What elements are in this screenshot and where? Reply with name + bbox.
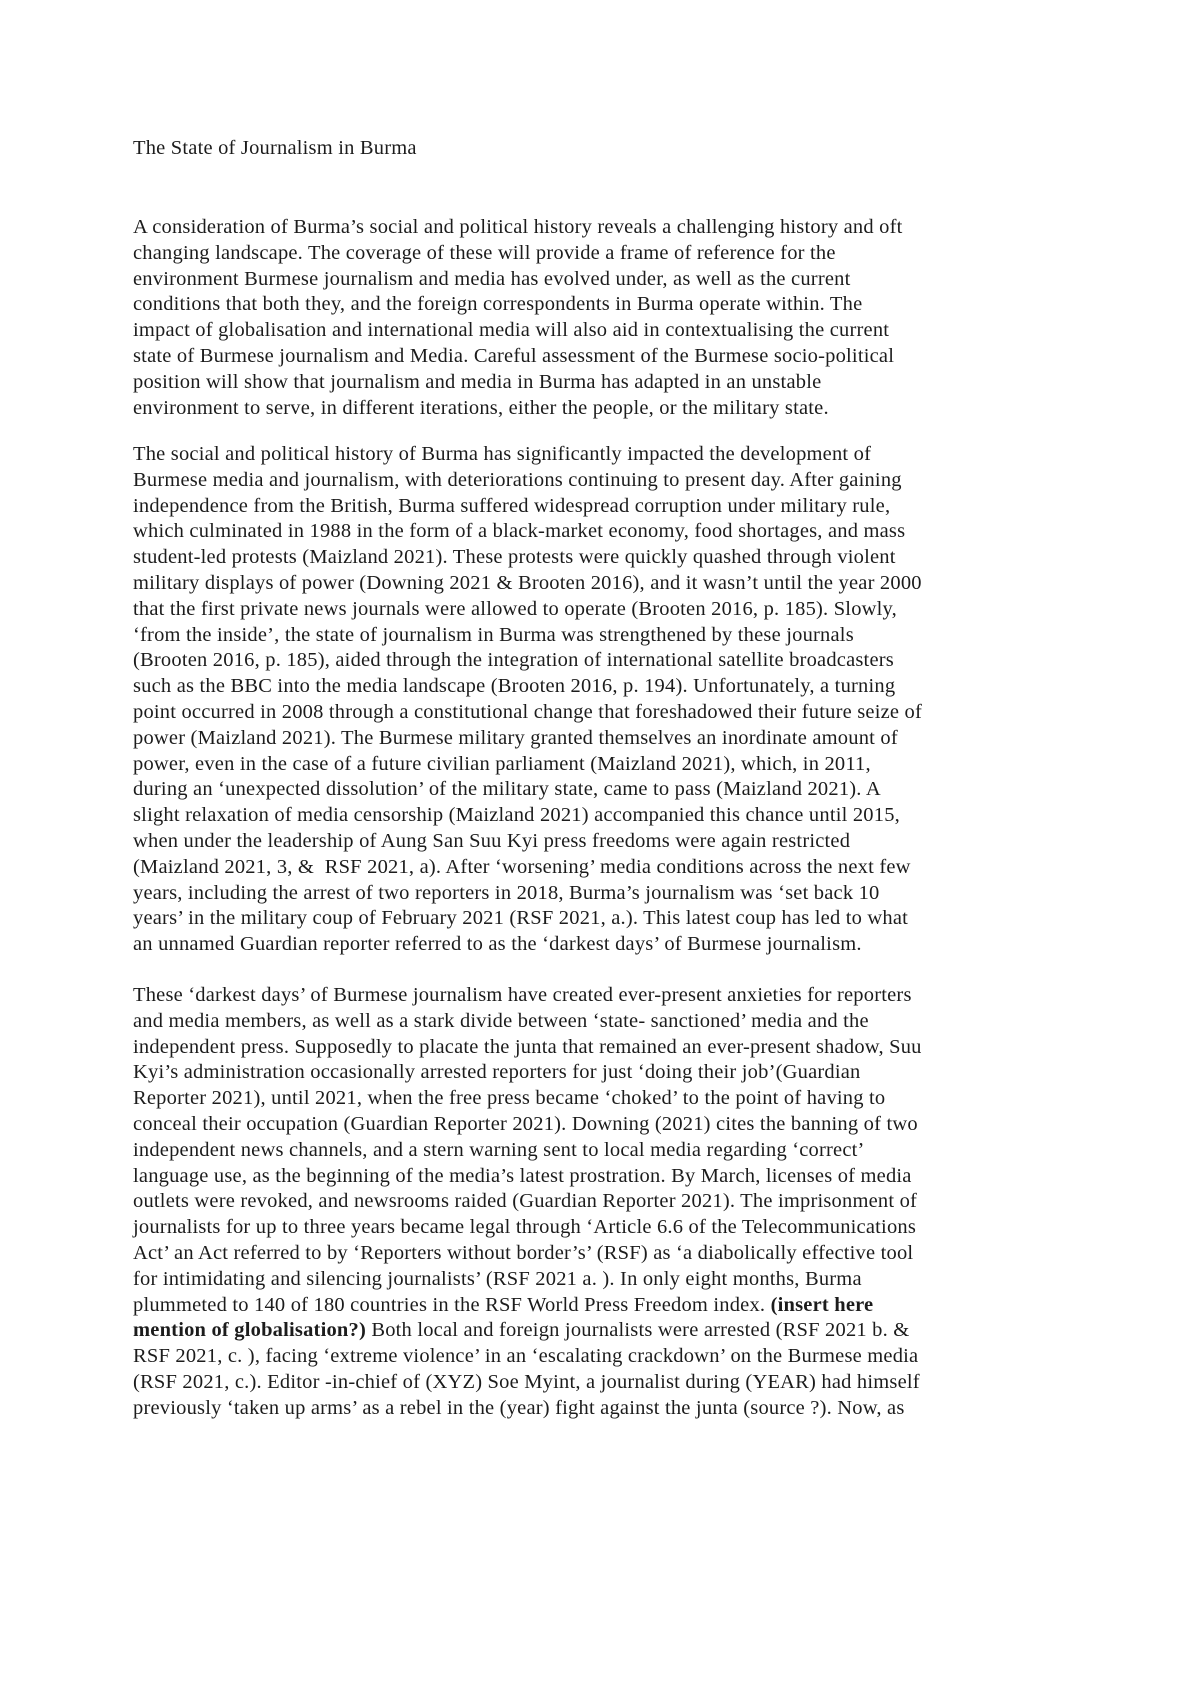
text-line — [133, 674, 922, 700]
text-span: (RSF 2021, c.). Editor -in-chief of (XYZ) Soe Myint, a journalist during (YEAR) had himself — [133, 1370, 920, 1393]
text-line — [133, 1164, 922, 1190]
text-line — [133, 648, 922, 674]
text-span: ‘from the inside’, the state of journalism in Burma was strengthened by these journals — [133, 623, 854, 646]
text-span: plummeted to 140 of 180 countries in the RSF World Press Freedom index. — [133, 1293, 771, 1316]
text-span: state of Burmese journalism and Media. Careful assessment of the Burmese socio-political — [133, 344, 895, 367]
text-line — [133, 318, 903, 344]
text-line — [133, 726, 922, 752]
text-span: (Brooten 2016, p. 185), aided through the integration of international satellite broadcasters — [133, 649, 894, 672]
text-span: which culminated in 1988 in the form of a black-market economy, food shortages, and mass — [133, 520, 906, 543]
text-line — [133, 1112, 922, 1138]
text-span: A consideration of Burma’s social and political history reveals a challenging history and oft — [133, 216, 903, 238]
paragraph-2 — [133, 442, 922, 958]
text-line — [133, 881, 922, 907]
text-span: (Maizland 2021, 3, & RSF 2021, a). After ‘worsening’ media conditions across the next few — [133, 855, 911, 878]
text-span: during an ‘unexpected dissolution’ of the military state, came to pass (Maizland 2021). A — [133, 778, 881, 801]
text-line — [133, 545, 922, 571]
text-span: an unnamed Guardian reporter referred to as the ‘darkest days’ of Burmese journalism. — [133, 933, 862, 956]
text-line — [133, 983, 922, 1009]
text-span: and media members, as well as a stark divide between ‘state- sanctioned’ media and the — [133, 1009, 869, 1032]
text-line — [133, 267, 903, 293]
text-line — [133, 1138, 922, 1164]
text-line — [133, 292, 903, 318]
text-line — [133, 1293, 922, 1319]
text-span: military displays of power (Downing 2021 & Brooten 2016), and it wasn’t until the year 2000 — [133, 571, 922, 594]
text-span: Burmese media and journalism, with deteriorations continuing to present day. After gaining — [133, 468, 902, 491]
text-span: impact of globalisation and international media will also aid in contextualising the current — [133, 319, 890, 342]
text-line — [133, 1344, 922, 1370]
text-span: environment to serve, in different iterations, either the people, or the military state. — [133, 396, 829, 419]
text-span: position will show that journalism and media in Burma has adapted in an unstable — [133, 370, 822, 393]
text-span: years’ in the military coup of February 2021 (RSF 2021, a.). This latest coup has led to what — [133, 907, 909, 930]
text-line — [133, 906, 922, 932]
text-span: Both local and foreign journalists were arrested (RSF 2021 b. & — [366, 1319, 910, 1342]
text-span: that the first private news journals were allowed to operate (Brooten 2016, p. 185). Slowly, — [133, 597, 897, 620]
text-span: student-led protests (Maizland 2021). These protests were quickly quashed through violent — [133, 546, 896, 569]
text-span: slight relaxation of media censorship (Maizland 2021) accompanied this chance until 2015, — [133, 804, 900, 827]
text-line — [133, 1060, 922, 1086]
text-line — [133, 1009, 922, 1035]
text-span: such as the BBC into the media landscape (Brooten 2016, p. 194). Unfortunately, a turning — [133, 675, 896, 698]
text-line — [133, 1318, 922, 1344]
text-line — [133, 1189, 922, 1215]
bold-text: mention of globalisation?) — [133, 1319, 366, 1342]
text-span: Act’ an Act referred to by ‘Reporters without border’s’ (RSF) as ‘a diabolically effective tool — [133, 1241, 914, 1264]
document-title: The State of Journalism in Burma — [133, 137, 417, 159]
text-span: independent news channels, and a stern warning sent to local media regarding ‘correct’ — [133, 1138, 865, 1161]
paragraph-1 — [133, 215, 903, 421]
text-line — [133, 777, 922, 803]
text-span: power (Maizland 2021). The Burmese military granted themselves an inordinate amount of — [133, 726, 898, 749]
text-line — [133, 700, 922, 726]
text-line — [133, 829, 922, 855]
text-span: conditions that both they, and the foreign correspondents in Burma operate within. The — [133, 293, 863, 316]
text-span: Reporter 2021), until 2021, when the free press became ‘choked’ to the point of having to — [133, 1087, 886, 1110]
text-line — [133, 344, 903, 370]
text-line — [133, 1370, 922, 1396]
text-span: Kyi’s administration occasionally arrested reporters for just ‘doing their job’(Guardian — [133, 1061, 861, 1084]
text-line — [133, 1267, 922, 1293]
text-line — [133, 1241, 922, 1267]
text-line — [133, 1215, 922, 1241]
text-line — [133, 519, 922, 545]
text-line — [133, 1035, 922, 1061]
text-span: language use, as the beginning of the media’s latest prostration. By March, licenses of media — [133, 1164, 912, 1187]
text-line — [133, 370, 903, 396]
text-span: These ‘darkest days’ of Burmese journalism have created ever-present anxieties for reporters — [133, 984, 912, 1006]
text-line — [133, 623, 922, 649]
text-span: RSF 2021, c. ), facing ‘extreme violence’ in an ‘escalating crackdown’ on the Burmese media — [133, 1345, 919, 1368]
text-span: when under the leadership of Aung San Suu Kyi press freedoms were again restricted — [133, 829, 851, 852]
text-span: independence from the British, Burma suffered widespread corruption under military rule, — [133, 494, 891, 517]
text-line — [133, 752, 922, 778]
text-line — [133, 494, 922, 520]
text-line — [133, 803, 922, 829]
paragraph-3 — [133, 983, 922, 1422]
text-line — [133, 597, 922, 623]
text-line — [133, 215, 903, 241]
text-line — [133, 241, 903, 267]
text-span: for intimidating and silencing journalists’ (RSF 2021 a. ). In only eight months, Burma — [133, 1267, 862, 1290]
text-span: outlets were revoked, and newsrooms raided (Guardian Reporter 2021). The imprisonment of — [133, 1190, 918, 1213]
text-line — [133, 571, 922, 597]
text-line — [133, 1086, 922, 1112]
text-span: conceal their occupation (Guardian Reporter 2021). Downing (2021) cites the banning of two — [133, 1112, 918, 1135]
text-span: journalists for up to three years became legal through ‘Article 6.6 of the Telecommunications — [133, 1216, 917, 1239]
text-line — [133, 396, 903, 422]
text-span: point occurred in 2008 through a constitutional change that foreshadowed their future seize of — [133, 700, 923, 723]
text-span: The social and political history of Burma has significantly impacted the development of — [133, 443, 872, 465]
text-line — [133, 1396, 922, 1422]
text-line — [133, 932, 922, 958]
text-line — [133, 468, 922, 494]
text-span: changing landscape. The coverage of these will provide a frame of reference for the — [133, 241, 836, 264]
text-span: years, including the arrest of two reporters in 2018, Burma’s journalism was ‘set back 10 — [133, 881, 880, 904]
text-span: power, even in the case of a future civilian parliament (Maizland 2021), which, in 2011, — [133, 752, 871, 775]
text-line — [133, 442, 922, 468]
text-span: independent press. Supposedly to placate the junta that remained an ever-present shadow, Suu — [133, 1035, 922, 1058]
text-line — [133, 855, 922, 881]
bold-text: (insert here — [770, 1293, 874, 1316]
text-span: environment Burmese journalism and media has evolved under, as well as the current — [133, 267, 851, 290]
text-span: previously ‘taken up arms’ as a rebel in the (year) fight against the junta (source ?). Now, as — [133, 1396, 905, 1419]
